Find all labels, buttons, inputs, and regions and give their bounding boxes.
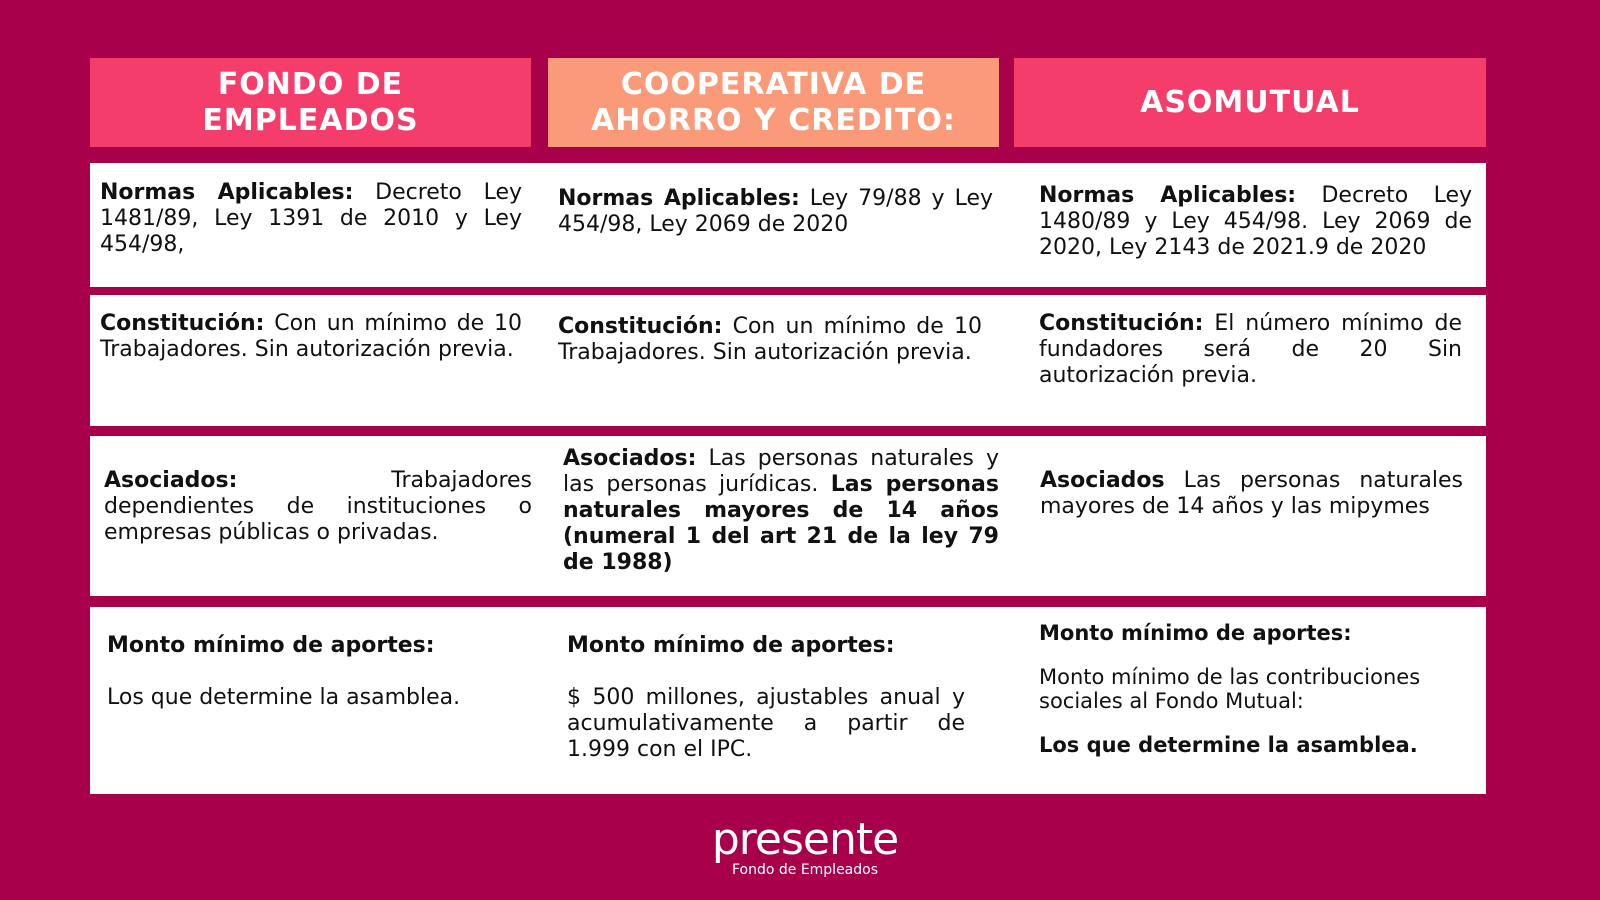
header-line: AHORRO Y CREDITO:: [591, 102, 956, 138]
cell-label: Monto mínimo de aportes:: [567, 633, 895, 658]
cell-label: Monto mínimo de aportes:: [1039, 621, 1352, 645]
cell-text: Decreto Ley 1480/89 y Ley 454/98. Ley 2069 de 2020, Ley 2143 de 2021.9 de 2020: [1039, 183, 1472, 260]
cell-text: Monto mínimo de las contribuciones sociales al Fondo Mutual:: [1039, 665, 1421, 713]
cell-aportes-cooperativa: [567, 633, 965, 763]
cell-constitucion-fondo: [100, 311, 522, 363]
cell-text: Con un mínimo de 10 Trabajadores. Sin autorización previa.: [100, 311, 522, 362]
header-cooperativa: [548, 58, 999, 147]
cell-label: Asociados:: [563, 446, 697, 471]
cell-asociados-fondo: [104, 468, 532, 546]
cell-text: El número mínimo de fundadores será de 20 Sin autorización previa.: [1039, 311, 1462, 388]
cell-asociados-cooperativa: [563, 446, 999, 576]
cell-normas-asomutual: [1039, 183, 1472, 261]
logo-wordmark: presente: [711, 814, 899, 865]
header-fondo-de-empleados: [90, 58, 531, 147]
cell-label: Asociados: [1040, 468, 1165, 493]
cell-text: Con un mínimo de 10 Trabajadores. Sin autorización previa.: [558, 314, 982, 365]
cell-text: Los que determine la asamblea.: [107, 685, 461, 710]
cell-label: Asociados:: [104, 468, 238, 493]
cell-text: Trabajadores dependientes de instituciones o empresas públicas o privadas.: [104, 468, 532, 545]
row-normas: [90, 163, 1486, 287]
cell-label: Monto mínimo de aportes:: [107, 633, 435, 658]
header-line: COOPERATIVA DE: [620, 66, 927, 102]
row-constitucion: [90, 295, 1486, 426]
cell-label: Constitución:: [1039, 311, 1204, 336]
cell-text: $ 500 millones, ajustables anual y acumulativamente a partir de 1.999 con el IPC.: [567, 685, 965, 762]
cell-constitucion-asomutual: [1039, 311, 1462, 389]
cell-label: Constitución:: [100, 311, 265, 336]
cell-constitucion-cooperativa: [558, 314, 982, 366]
row-asociados: [90, 436, 1486, 596]
cell-bold-text: Los que determine la asamblea.: [1039, 733, 1418, 757]
cell-bold-text: Las personas naturales mayores de 14 años (numeral 1 del art 21 de la ley 79 de 1988): [563, 472, 999, 575]
cell-label: Normas Aplicables:: [100, 180, 354, 205]
cell-text: Ley 79/88 y Ley 454/98, Ley 2069 de 2020: [558, 186, 993, 237]
cell-label: Constitución:: [558, 314, 723, 339]
header-line: FONDO DE: [217, 66, 404, 102]
cell-text: Las personas naturales y las personas jurídicas.: [563, 446, 999, 497]
cell-label: Normas Aplicables:: [1039, 183, 1297, 208]
header-line: ASOMUTUAL: [1140, 84, 1360, 120]
cell-normas-cooperativa: [558, 186, 993, 238]
header-asomutual: [1014, 58, 1486, 147]
cell-label: Normas Aplicables:: [558, 186, 800, 211]
header-line: EMPLEADOS: [202, 102, 419, 138]
logo-subtitle: Fondo de Empleados: [731, 862, 879, 878]
cell-text: Decreto Ley 1481/89, Ley 1391 de 2010 y Ley 454/98,: [100, 180, 523, 257]
cell-aportes-asomutual: [1039, 621, 1469, 757]
cell-aportes-fondo: [107, 633, 509, 711]
cell-asociados-asomutual: [1040, 468, 1463, 520]
presente-logo: [705, 814, 905, 878]
cell-normas-fondo: [100, 180, 522, 258]
row-aportes: [90, 607, 1486, 794]
cell-text: Las personas naturales mayores de 14 años y las mipymes: [1040, 468, 1463, 519]
